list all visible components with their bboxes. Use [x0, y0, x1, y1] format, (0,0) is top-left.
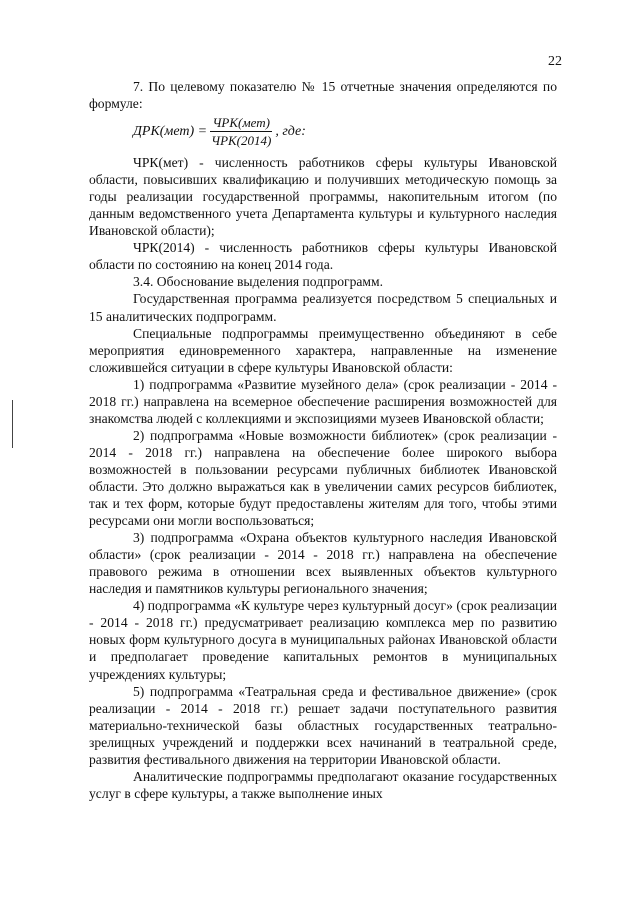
formula	[133, 115, 557, 148]
subprogram-item: 1) подпрограмма «Развитие музейного дела» (срок реализации - 2014 - 2018 гг.) направлена на всемерное обеспечение расширения возможностей для знакомства людей с коллекциями и экспозициями музеев Ивановской области;	[89, 376, 557, 426]
formula-numerator: ЧРК(мет)	[212, 115, 270, 131]
subprogram-item: 3) подпрограмма «Охрана объектов культурного наследия Ивановской области» (срок реализации - 2014 - 2018 гг.) направлена на обеспечение правового режима в отношении всех выявленных объектов культурного наследия и памятников культуры регионального значения;	[89, 530, 557, 597]
formula-lhs: ДРК(мет) =	[133, 124, 208, 140]
body-paragraph: Государственная программа реализуется посредством 5 специальных и 15 аналитических подпрограмм.	[89, 291, 557, 324]
formula-denominator: ЧРК(2014)	[211, 133, 272, 149]
body-paragraph: Специальные подпрограммы преимущественно объединяют в себе мероприятия единовременного характера, направленные на изменение сложившейся ситуации в сфере культуры Ивановской области:	[89, 325, 557, 375]
definition-paragraph: ЧРК(мет) - численность работников сферы культуры Ивановской области, повысивших квалификацию и получивших методическую помощь за годы реализации государственной программы, накопительным итогом (по данным ведомственного учета Департамента культуры и культурного наследия Ивановской области);	[89, 155, 557, 239]
formula-intro: 7. По целевому показателю № 15 отчетные значения определяются по формуле:	[89, 79, 557, 112]
formula-fraction	[209, 115, 273, 148]
document-body	[89, 78, 557, 802]
closing-paragraph: Аналитические подпрограммы предполагают оказание государственных услуг в сфере культуры, а также выполнение иных	[89, 768, 557, 801]
page-number: 22	[548, 54, 562, 69]
subprogram-item: 5) подпрограмма «Театральная среда и фестивальное движение» (срок реализации - 2014 - 2018 гг.) решает задачи поступательного развития материально-технической базы областных государственных театрально-зрелищных учреждений и поддержки всех начинаний в театральной среде, развития фестивального движения на территории Ивановской области.	[89, 683, 557, 767]
subprogram-item: 2) подпрограмма «Новые возможности библиотек» (срок реализации - 2014 - 2018 гг.) направлена на обеспечение более широкого выбора возможностей в пользовании ресурсами публичных библиотек Ивановской области. Это должно выражаться как в увеличении самих ресурсов библиотек, так и тех форм, которые будут предоставлены жителям для того, чтобы этими ресурсами они могли воспользоваться;	[89, 427, 557, 529]
definition-paragraph: ЧРК(2014) - численность работников сферы культуры Ивановской области по состоянию на конец 2014 года.	[89, 240, 557, 273]
formula-suffix: , где:	[275, 124, 306, 140]
subprogram-item: 4) подпрограмма «К культуре через культурный досуг» (срок реализации - 2014 - 2018 гг.) предусматривает реализацию комплекса мер по развитию новых форм культурного досуга в муниципальных районах Ивановской области и предполагает проведение капитальных ремонтов в муниципальных учреждениях культуры;	[89, 598, 557, 682]
section-heading: 3.4. Обоснование выделения подпрограмм.	[133, 274, 384, 290]
scan-artifact-line	[12, 400, 13, 448]
